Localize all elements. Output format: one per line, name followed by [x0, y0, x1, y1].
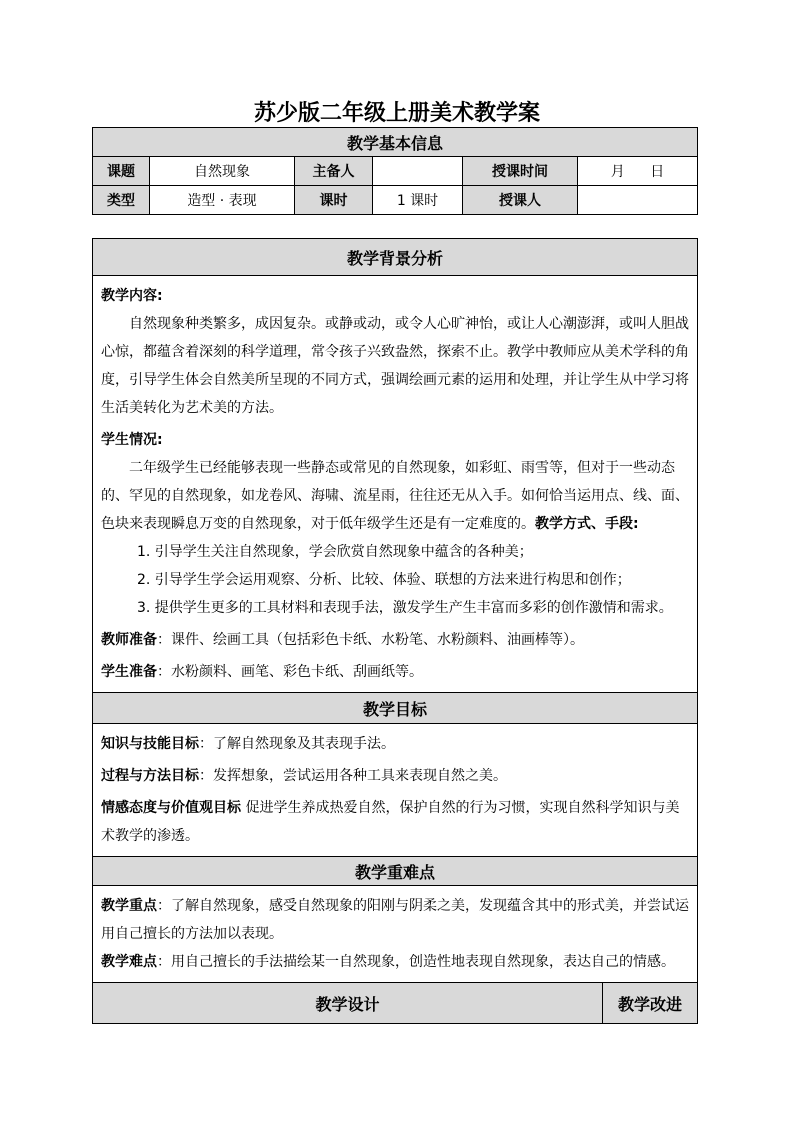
goals-body: [93, 724, 698, 857]
basic-info-heading: 教学基本信息: [93, 128, 698, 157]
improve-heading: 教学改进: [603, 983, 698, 1024]
difficult-label: 教学难点: [101, 954, 157, 970]
preparer-label: 主备人: [295, 157, 373, 186]
background-heading: 教学背景分析: [93, 239, 698, 276]
key-text: ：了解自然现象，感受自然现象的阳刚与阴柔之美，发现蕴含其中的形式美，并尝试运用自己擅长的方法加以表现。: [101, 898, 689, 942]
process-goal: [101, 762, 689, 790]
difficult-point: [101, 948, 689, 976]
content-text: 自然现象种类繁多，成因复杂。或静或动，或令人心旷神怡，或让人心潮澎湃，或叫人胆战心惊，都蕴含着深刻的科学道理，常令孩子兴致盎然，探索不止。教学中教师应从美术学科的角度，引导学生体会自然美所呈现的不同方式，强调绘画元素的运用和处理，并让学生从中学习将生活美转化为艺术美的方法。: [101, 316, 689, 416]
type-label: 类型: [93, 186, 150, 215]
date-cell: [578, 157, 698, 186]
student-text: 二年级学生已经能够表现一些静态或常见的自然现象，如彩虹、雨雪等，但对于一些动态的、罕见的自然现象，如龙卷风、海啸、流星雨，往往还无从入手。如何恰当运用点、线、面、色块来表现瞬息万变的自然现象，对于低年级学生还是有一定难度的。: [101, 460, 689, 532]
student-prep-text: ：水粉颜料、画笔、彩色卡纸、刮画纸等。: [157, 664, 423, 680]
knowledge-text: ：了解自然现象及其表现手法。: [199, 736, 395, 752]
teacher-value: [578, 186, 698, 215]
emotion-goal: [101, 794, 689, 850]
hours-label: 课时: [295, 186, 373, 215]
student-prep-label: 学生准备: [101, 664, 157, 680]
document-title: 苏少版二年级上册美术教学案: [253, 100, 540, 126]
knowledge-label: 知识与技能目标: [101, 736, 199, 752]
method-label: 教学方式、手段:: [535, 516, 639, 532]
background-body: [93, 276, 698, 693]
method-item-2: 2. 引导学生学会运用观察、分析、比较、体验、联想的方法来进行构思和创作；: [137, 572, 631, 588]
emotion-label: 情感态度与价值观目标: [101, 800, 241, 816]
emotion-text: 促进学生养成热爱自然，保护自然的行为习惯，实现自然科学知识与美术教学的渗透。: [101, 800, 680, 844]
hours-value: 1 课时: [373, 186, 463, 215]
method-item-3: 3. 提供学生更多的工具材料和表现手法，激发学生产生丰富而多彩的创作激情和需求。: [137, 600, 673, 616]
student-prep: [101, 658, 689, 686]
key-points-body: [93, 886, 698, 983]
student-paragraph: [101, 454, 689, 538]
teacher-prep-text: ：课件、绘画工具（包括彩色卡纸、水粉笔、水粉颜料、油画棒等）。: [157, 632, 584, 648]
type-value: 造型 · 表现: [150, 186, 295, 215]
method-item-1: 1. 引导学生关注自然现象，学会欣赏自然现象中蕴含的各种美；: [137, 544, 533, 560]
basic-info-table: [92, 127, 698, 215]
lesson-plan-table: [92, 238, 698, 1024]
preparer-value: [373, 157, 463, 186]
topic-label: 课题: [93, 157, 150, 186]
key-points-heading: 教学重难点: [93, 857, 698, 886]
knowledge-goal: [101, 730, 689, 758]
month-label: 月: [610, 164, 625, 180]
teacher-prep: [101, 626, 689, 654]
topic-value: 自然现象: [150, 157, 295, 186]
content-label: 教学内容:: [101, 288, 163, 304]
teacher-label: 授课人: [463, 186, 578, 215]
process-label: 过程与方法目标: [101, 768, 199, 784]
difficult-text: ：用自己擅长的手法描绘某一自然现象，创造性地表现自然现象，表达自己的情感。: [157, 954, 675, 970]
day-label: 日: [650, 164, 665, 180]
process-text: ：发挥想象，尝试运用各种工具来表现自然之美。: [199, 768, 507, 784]
time-label: 授课时间: [463, 157, 578, 186]
goals-heading: 教学目标: [93, 693, 698, 724]
student-label: 学生情况:: [101, 432, 163, 448]
teacher-prep-label: 教师准备: [101, 632, 157, 648]
design-heading: 教学设计: [93, 983, 603, 1024]
key-point: [101, 892, 689, 948]
key-label: 教学重点: [101, 898, 157, 914]
